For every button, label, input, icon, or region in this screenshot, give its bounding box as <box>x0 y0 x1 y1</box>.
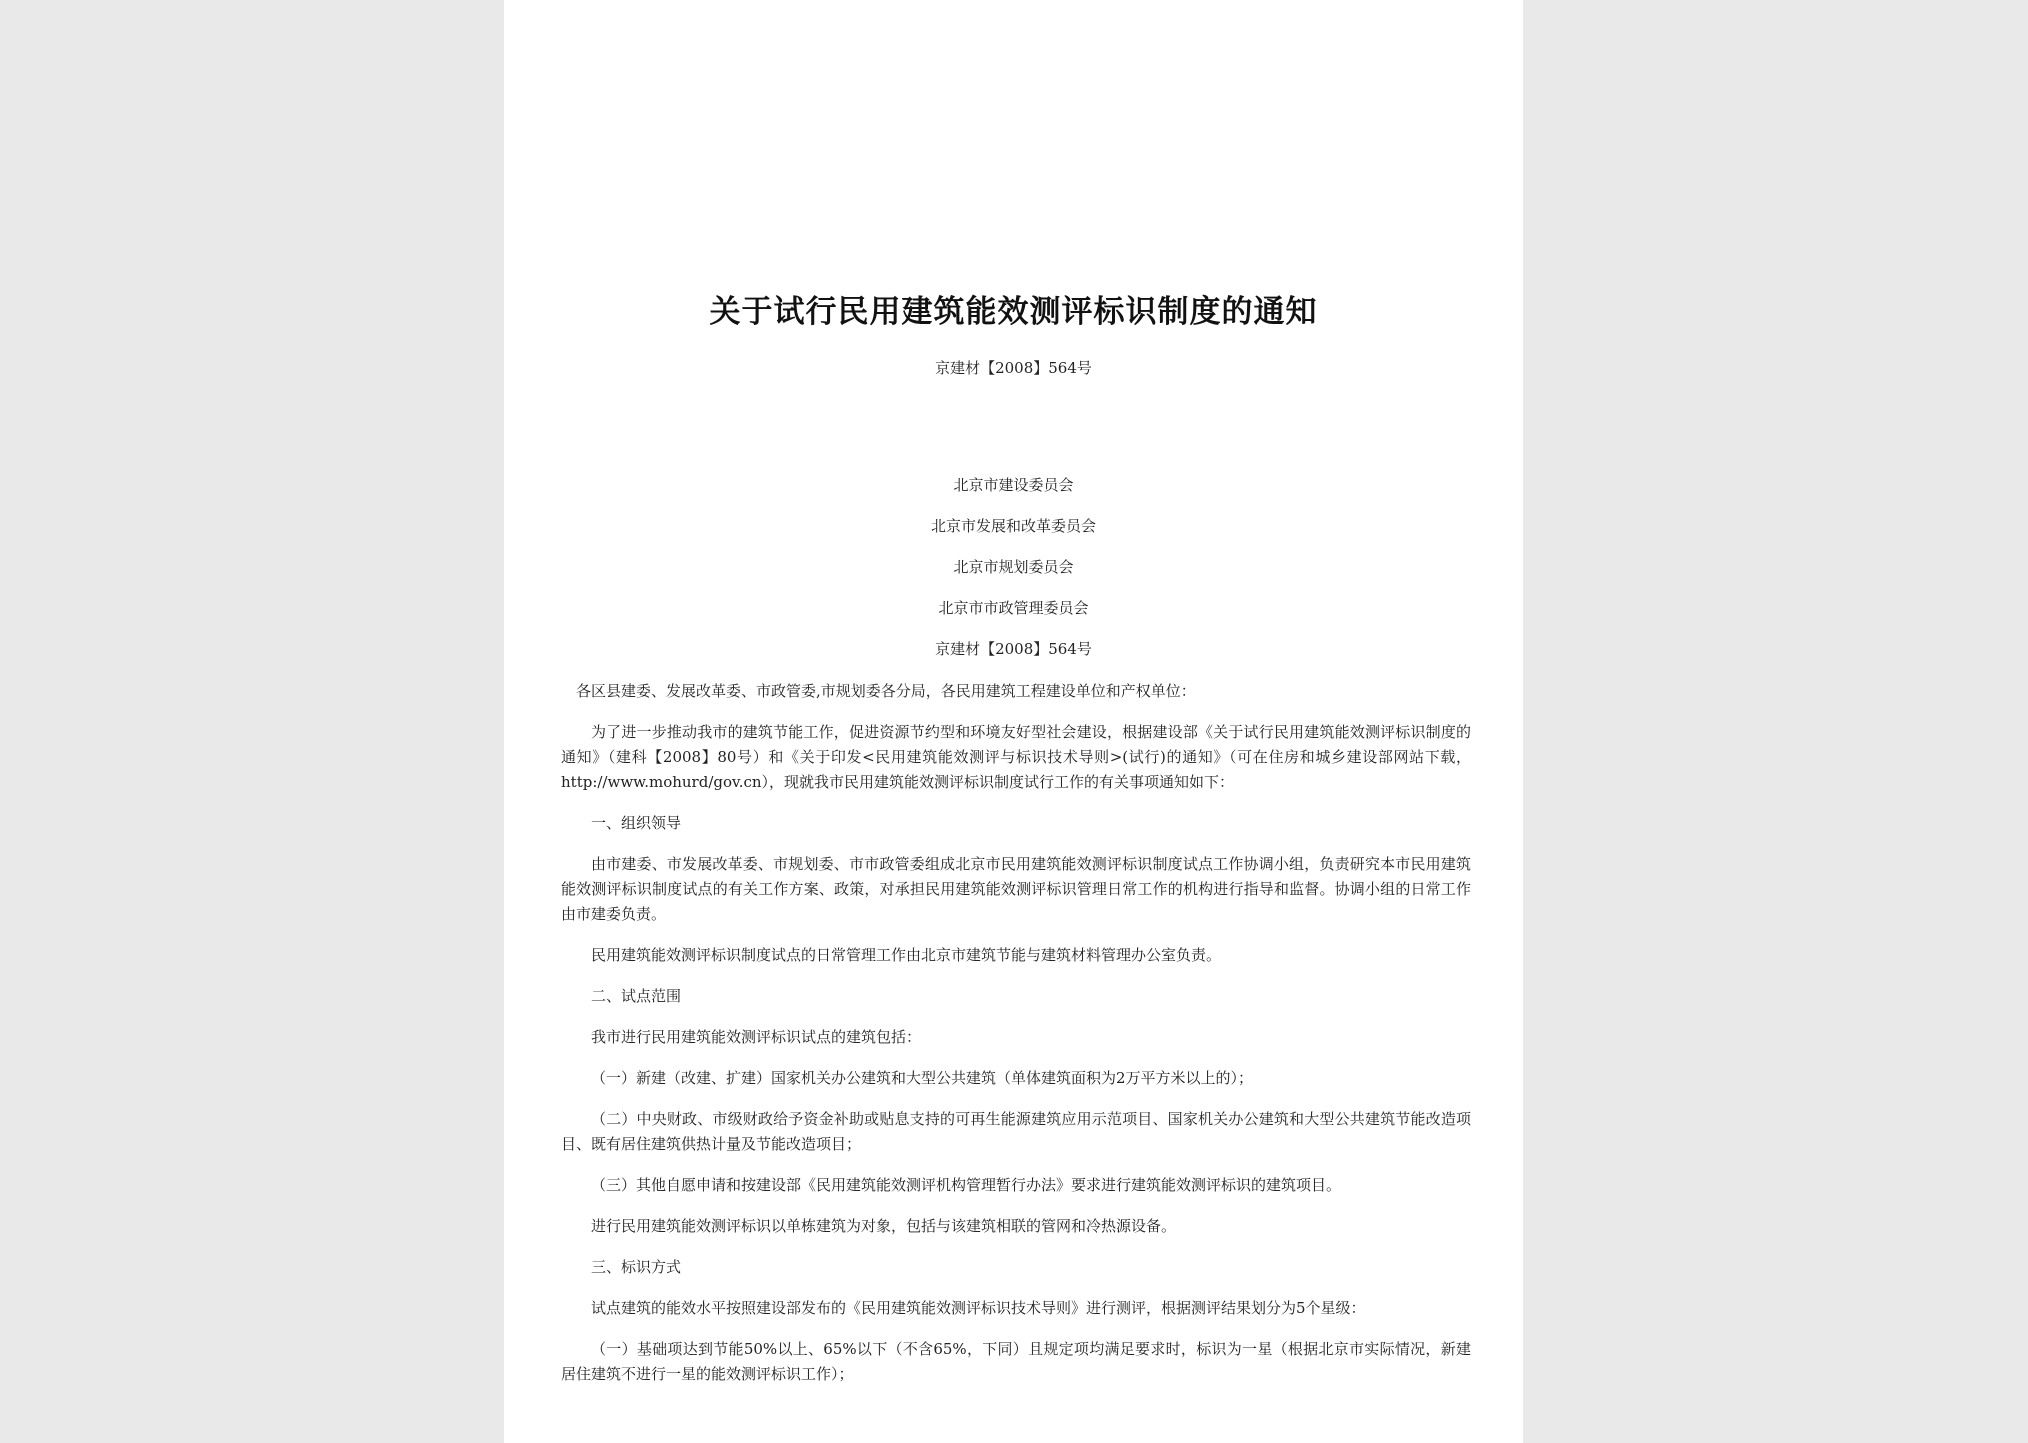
issuer-list <box>504 474 1523 679</box>
list-item: （一）基础项达到节能50%以上、65%以下（不含65%，下同）且规定项均满足要求时，标识为一星（根据北京市实际情况，新建居住建筑不进行一星的能效测评标识工作）； <box>561 1340 1471 1383</box>
issuer-line: 北京市市政管理委员会 <box>938 599 1089 617</box>
document-body <box>561 679 1471 1403</box>
issuer-line: 北京市建设委员会 <box>953 476 1074 494</box>
document-title: 关于试行民用建筑能效测评标识制度的通知 <box>709 294 1318 330</box>
document-page <box>504 0 1523 1443</box>
body-paragraph: 由市建委、市发展改革委、市规划委、市市政管委组成北京市民用建筑能效测评标识制度试点工作协调小组，负责研究本市民用建筑能效测评标识制度试点的有关工作方案、政策，对承担民用建筑能效测评标识管理日常工作的机构进行指导和监督。协调小组的日常工作由市建委负责。 <box>561 855 1471 923</box>
body-paragraph: 为了进一步推动我市的建筑节能工作，促进资源节约型和环境友好型社会建设，根据建设部《关于试行民用建筑能效测评标识制度的通知》（建科【2008】80号）和《关于印发<民用建筑能效测评与标识技术导则>(试行)的通知》（可在住房和城乡建设部网站下载，http://www.mohurd/gov.cn），现就我市民用建筑能效测评标识制度试行工作的有关事项通知如下： <box>561 723 1471 791</box>
issuer-line: 北京市发展和改革委员会 <box>930 517 1096 535</box>
salutation: 各区县建委、发展改革委、市政管委,市规划委各分局，各民用建筑工程建设单位和产权单位： <box>576 682 1196 700</box>
list-item: （二）中央财政、市级财政给予资金补助或贴息支持的可再生能源建筑应用示范项目、国家机关办公建筑和大型公共建筑节能改造项目、既有居住建筑供热计量及节能改造项目； <box>561 1110 1471 1153</box>
issuer-line: 北京市规划委员会 <box>953 558 1074 576</box>
body-paragraph: 我市进行民用建筑能效测评标识试点的建筑包括： <box>591 1028 922 1046</box>
section-heading: 一、组织领导 <box>591 814 682 832</box>
list-item: （三）其他自愿申请和按建设部《民用建筑能效测评机构管理暂行办法》要求进行建筑能效测评标识的建筑项目。 <box>591 1176 1342 1194</box>
list-item: （一）新建（改建、扩建）国家机关办公建筑和大型公共建筑（单体建筑面积为2万平方米以上的）； <box>591 1069 1254 1087</box>
body-paragraph: 进行民用建筑能效测评标识以单栋建筑为对象，包括与该建筑相联的管网和冷热源设备。 <box>591 1217 1177 1235</box>
section-heading: 二、试点范围 <box>591 987 682 1005</box>
section-heading: 三、标识方式 <box>591 1258 682 1276</box>
body-paragraph: 民用建筑能效测评标识制度试点的日常管理工作由北京市建筑节能与建筑材料管理办公室负责。 <box>591 946 1222 964</box>
document-number: 京建材【2008】564号 <box>935 359 1092 377</box>
issuer-doc-number: 京建材【2008】564号 <box>935 640 1092 658</box>
body-paragraph: 试点建筑的能效水平按照建设部发布的《民用建筑能效测评标识技术导则》进行测评，根据测评结果划分为5个星级： <box>591 1299 1366 1317</box>
